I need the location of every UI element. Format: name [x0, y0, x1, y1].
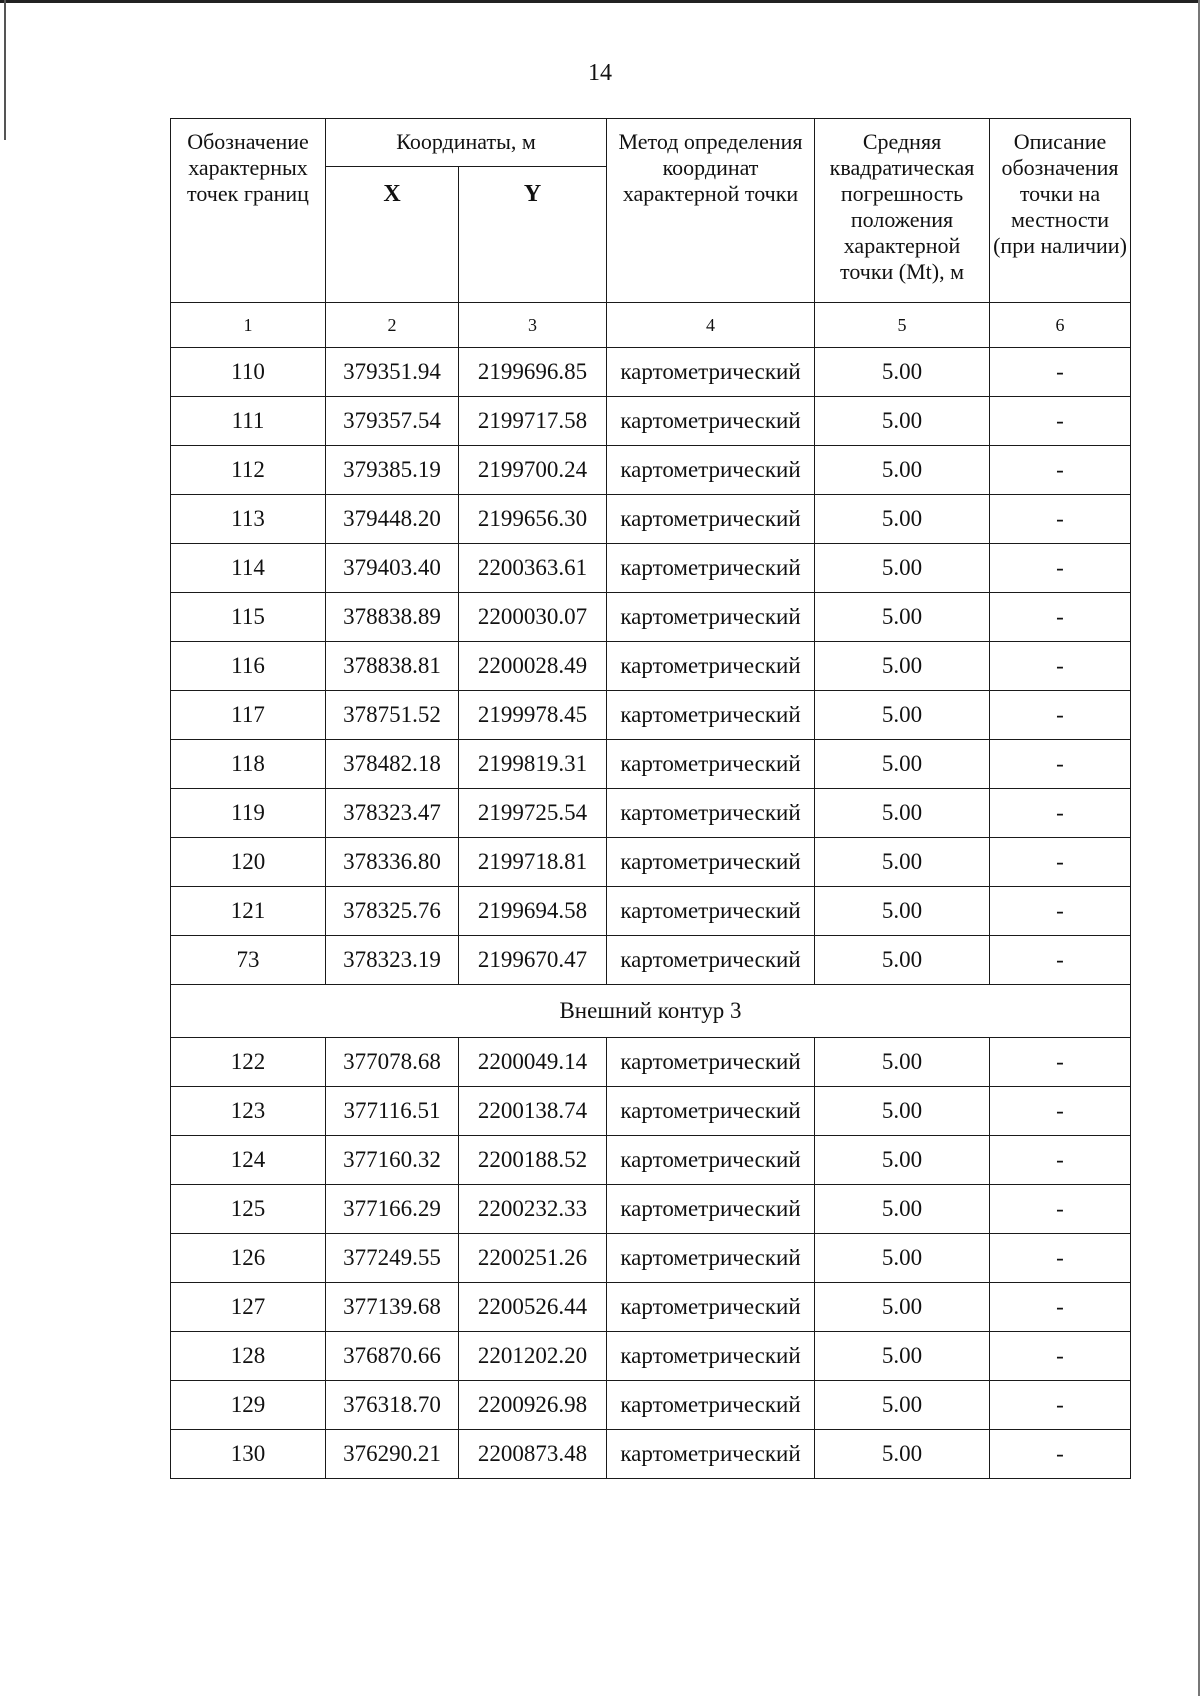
method-cell: картометрический	[607, 1136, 815, 1185]
error-cell: 5.00	[815, 446, 990, 495]
x-coordinate-cell: 379357.54	[326, 397, 459, 446]
x-coordinate-cell: 378336.80	[326, 838, 459, 887]
table-row	[171, 838, 1131, 887]
y-coordinate-cell: 2199656.30	[459, 495, 607, 544]
y-coordinate-cell: 2200873.48	[459, 1430, 607, 1479]
table-body-part1	[171, 348, 1131, 985]
table-row	[171, 789, 1131, 838]
column-number: 4	[607, 303, 815, 348]
error-cell: 5.00	[815, 936, 990, 985]
error-cell: 5.00	[815, 348, 990, 397]
error-cell: 5.00	[815, 495, 990, 544]
table-row	[171, 495, 1131, 544]
y-coordinate-cell: 2200926.98	[459, 1381, 607, 1430]
x-coordinate-cell: 378838.81	[326, 642, 459, 691]
x-coordinate-cell: 378751.52	[326, 691, 459, 740]
error-cell: 5.00	[815, 1430, 990, 1479]
description-cell: -	[990, 1234, 1131, 1283]
description-cell: -	[990, 1283, 1131, 1332]
table-row	[171, 691, 1131, 740]
point-id-cell: 129	[171, 1381, 326, 1430]
table-row	[171, 1283, 1131, 1332]
y-coordinate-cell: 2200138.74	[459, 1087, 607, 1136]
point-id-cell: 127	[171, 1283, 326, 1332]
x-coordinate-cell: 376290.21	[326, 1430, 459, 1479]
x-coordinate-cell: 376318.70	[326, 1381, 459, 1430]
error-cell: 5.00	[815, 642, 990, 691]
y-coordinate-cell: 2199694.58	[459, 887, 607, 936]
description-cell: -	[990, 1381, 1131, 1430]
method-cell: картометрический	[607, 495, 815, 544]
y-coordinate-cell: 2199717.58	[459, 397, 607, 446]
header-point-label: Обозначение характерных точек границ	[171, 119, 326, 303]
table-row	[171, 1430, 1131, 1479]
point-id-cell: 130	[171, 1430, 326, 1479]
point-id-cell: 110	[171, 348, 326, 397]
point-id-cell: 121	[171, 887, 326, 936]
x-coordinate-cell: 379351.94	[326, 348, 459, 397]
description-cell: -	[990, 1332, 1131, 1381]
header-method: Метод определения координат характерной точки	[607, 119, 815, 303]
table-row	[171, 1185, 1131, 1234]
description-cell: -	[990, 495, 1131, 544]
point-id-cell: 122	[171, 1038, 326, 1087]
error-cell: 5.00	[815, 838, 990, 887]
table-row	[171, 593, 1131, 642]
error-cell: 5.00	[815, 1381, 990, 1430]
header-y: Y	[459, 167, 607, 303]
y-coordinate-cell: 2199670.47	[459, 936, 607, 985]
table-row	[171, 446, 1131, 495]
error-cell: 5.00	[815, 691, 990, 740]
table-row	[171, 348, 1131, 397]
y-coordinate-cell: 2200232.33	[459, 1185, 607, 1234]
error-cell: 5.00	[815, 789, 990, 838]
description-cell: -	[990, 593, 1131, 642]
point-id-cell: 73	[171, 936, 326, 985]
x-coordinate-cell: 378323.19	[326, 936, 459, 985]
error-cell: 5.00	[815, 544, 990, 593]
error-cell: 5.00	[815, 1332, 990, 1381]
top-border-line	[0, 0, 1200, 3]
point-id-cell: 124	[171, 1136, 326, 1185]
point-id-cell: 115	[171, 593, 326, 642]
column-number: 5	[815, 303, 990, 348]
table-row	[171, 936, 1131, 985]
method-cell: картометрический	[607, 740, 815, 789]
point-id-cell: 114	[171, 544, 326, 593]
table-row	[171, 544, 1131, 593]
method-cell: картометрический	[607, 1430, 815, 1479]
table-row	[171, 642, 1131, 691]
header-coordinates: Координаты, м	[326, 119, 607, 167]
point-id-cell: 118	[171, 740, 326, 789]
y-coordinate-cell: 2200030.07	[459, 593, 607, 642]
table-row	[171, 1332, 1131, 1381]
error-cell: 5.00	[815, 887, 990, 936]
section-title: Внешний контур 3	[171, 985, 1131, 1038]
error-cell: 5.00	[815, 740, 990, 789]
y-coordinate-cell: 2200049.14	[459, 1038, 607, 1087]
description-cell: -	[990, 740, 1131, 789]
y-coordinate-cell: 2199978.45	[459, 691, 607, 740]
table-row	[171, 397, 1131, 446]
table-row	[171, 1087, 1131, 1136]
method-cell: картометрический	[607, 397, 815, 446]
x-coordinate-cell: 377249.55	[326, 1234, 459, 1283]
x-coordinate-cell: 379385.19	[326, 446, 459, 495]
x-coordinate-cell: 379448.20	[326, 495, 459, 544]
column-number: 2	[326, 303, 459, 348]
section-divider	[171, 985, 1131, 1038]
description-cell: -	[990, 642, 1131, 691]
description-cell: -	[990, 1136, 1131, 1185]
y-coordinate-cell: 2200363.61	[459, 544, 607, 593]
description-cell: -	[990, 1430, 1131, 1479]
x-coordinate-cell: 379403.40	[326, 544, 459, 593]
method-cell: картометрический	[607, 1234, 815, 1283]
description-cell: -	[990, 1087, 1131, 1136]
method-cell: картометрический	[607, 348, 815, 397]
description-cell: -	[990, 1185, 1131, 1234]
section-row	[171, 985, 1131, 1038]
method-cell: картометрический	[607, 593, 815, 642]
point-id-cell: 112	[171, 446, 326, 495]
error-cell: 5.00	[815, 1234, 990, 1283]
x-coordinate-cell: 377078.68	[326, 1038, 459, 1087]
description-cell: -	[990, 936, 1131, 985]
point-id-cell: 119	[171, 789, 326, 838]
table-row	[171, 740, 1131, 789]
method-cell: картометрический	[607, 1283, 815, 1332]
y-coordinate-cell: 2200028.49	[459, 642, 607, 691]
x-coordinate-cell: 377166.29	[326, 1185, 459, 1234]
method-cell: картометрический	[607, 838, 815, 887]
y-coordinate-cell: 2199700.24	[459, 446, 607, 495]
error-cell: 5.00	[815, 593, 990, 642]
method-cell: картометрический	[607, 1087, 815, 1136]
x-coordinate-cell: 377139.68	[326, 1283, 459, 1332]
column-number: 6	[990, 303, 1131, 348]
y-coordinate-cell: 2199718.81	[459, 838, 607, 887]
y-coordinate-cell: 2200251.26	[459, 1234, 607, 1283]
table-header	[171, 119, 1131, 348]
y-coordinate-cell: 2201202.20	[459, 1332, 607, 1381]
method-cell: картометрический	[607, 691, 815, 740]
table-row	[171, 1038, 1131, 1087]
method-cell: картометрический	[607, 1381, 815, 1430]
table-row	[171, 887, 1131, 936]
column-number: 1	[171, 303, 326, 348]
y-coordinate-cell: 2200188.52	[459, 1136, 607, 1185]
header-description: Описание обозначения точки на местности (при наличии)	[990, 119, 1131, 303]
method-cell: картометрический	[607, 544, 815, 593]
error-cell: 5.00	[815, 397, 990, 446]
method-cell: картометрический	[607, 1332, 815, 1381]
table-row	[171, 1136, 1131, 1185]
x-coordinate-cell: 376870.66	[326, 1332, 459, 1381]
description-cell: -	[990, 397, 1131, 446]
method-cell: картометрический	[607, 642, 815, 691]
header-x: X	[326, 167, 459, 303]
x-coordinate-cell: 378325.76	[326, 887, 459, 936]
description-cell: -	[990, 887, 1131, 936]
point-id-cell: 116	[171, 642, 326, 691]
description-cell: -	[990, 544, 1131, 593]
y-coordinate-cell: 2199696.85	[459, 348, 607, 397]
point-id-cell: 128	[171, 1332, 326, 1381]
table-row	[171, 1234, 1131, 1283]
coordinates-table	[170, 118, 1131, 1479]
y-coordinate-cell: 2199725.54	[459, 789, 607, 838]
x-coordinate-cell: 377116.51	[326, 1087, 459, 1136]
y-coordinate-cell: 2200526.44	[459, 1283, 607, 1332]
column-number: 3	[459, 303, 607, 348]
x-coordinate-cell: 378838.89	[326, 593, 459, 642]
description-cell: -	[990, 1038, 1131, 1087]
method-cell: картометрический	[607, 446, 815, 495]
method-cell: картометрический	[607, 789, 815, 838]
error-cell: 5.00	[815, 1087, 990, 1136]
y-coordinate-cell: 2199819.31	[459, 740, 607, 789]
description-cell: -	[990, 348, 1131, 397]
point-id-cell: 125	[171, 1185, 326, 1234]
point-id-cell: 126	[171, 1234, 326, 1283]
table-row	[171, 1381, 1131, 1430]
error-cell: 5.00	[815, 1038, 990, 1087]
method-cell: картометрический	[607, 1038, 815, 1087]
error-cell: 5.00	[815, 1185, 990, 1234]
x-coordinate-cell: 378323.47	[326, 789, 459, 838]
x-coordinate-cell: 377160.32	[326, 1136, 459, 1185]
point-id-cell: 111	[171, 397, 326, 446]
table-body-part2	[171, 1038, 1131, 1479]
description-cell: -	[990, 691, 1131, 740]
method-cell: картометрический	[607, 936, 815, 985]
page-number: 14	[588, 60, 612, 86]
point-id-cell: 117	[171, 691, 326, 740]
point-id-cell: 113	[171, 495, 326, 544]
description-cell: -	[990, 838, 1131, 887]
point-id-cell: 120	[171, 838, 326, 887]
x-coordinate-cell: 378482.18	[326, 740, 459, 789]
column-number-row	[171, 303, 1131, 348]
point-id-cell: 123	[171, 1087, 326, 1136]
error-cell: 5.00	[815, 1283, 990, 1332]
method-cell: картометрический	[607, 887, 815, 936]
description-cell: -	[990, 446, 1131, 495]
error-cell: 5.00	[815, 1136, 990, 1185]
method-cell: картометрический	[607, 1185, 815, 1234]
header-error: Средняя квадратическая погрешность положения характерной точки (Mt), м	[815, 119, 990, 303]
description-cell: -	[990, 789, 1131, 838]
